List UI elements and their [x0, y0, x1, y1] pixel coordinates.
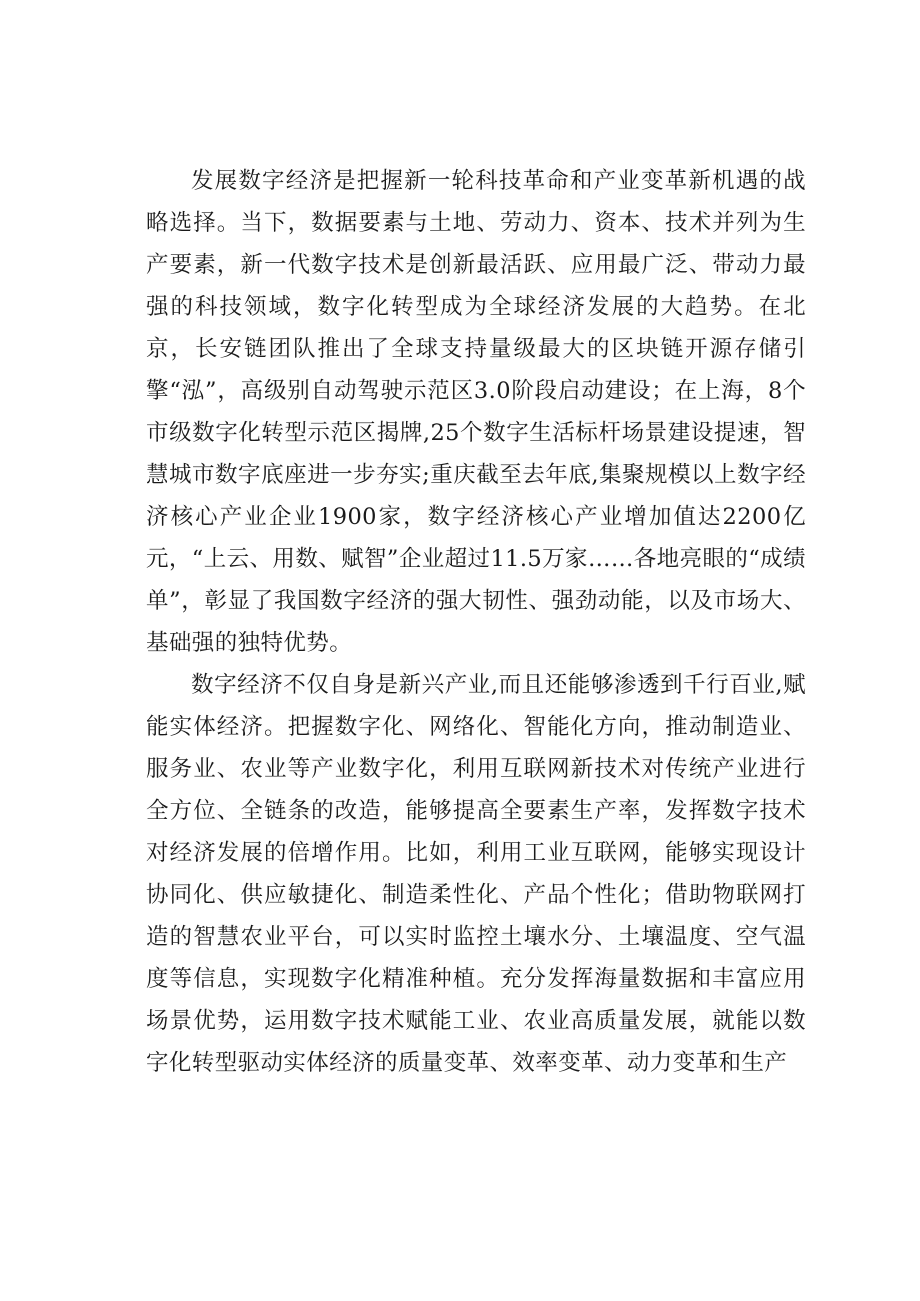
paragraph-2: 数字经济不仅自身是新兴产业,而且还能够渗透到千行百业,赋能实体经济。把握数字化、网络化、智能化方向，推动制造业、服务业、农业等产业数字化，利用互联网新技术对传统产业进行全方位、全链条的改造，能够提高全要素生产率，发挥数字技术对经济发展的倍增作用。比如，利用工业互联网，能够实现设计协同化、供应敏捷化、制造柔性化、产品个性化；借助物联网打造的智慧农业平台，可以实时监控土壤水分、土壤温度、空气温度等信息，实现数字化精准种植。充分发挥海量数据和丰富应用场景优势，运用数字技术赋能工业、农业高质量发展，就能以数字化转型驱动实体经济的质量变革、效率变革、动力变革和生产 [146, 672, 806, 1076]
paragraph-1: 发展数字经济是把握新一轮科技革命和产业变革新机遇的战略选择。当下，数据要素与土地、劳动力、资本、技术并列为生产要素，新一代数字技术是创新最活跃、应用最广泛、带动力最强的科技领域，数字化转型成为全球经济发展的大趋势。在北京，长安链团队推出了全球支持量级最大的区块链开源存储引擎“泓”，高级别自动驾驶示范区3.0阶段启动建设；在上海，8个市级数字化转型示范区揭牌,25个数字生活标杆场景建设提速，智慧城市数字底座进一步夯实;重庆截至去年底,集聚规模以上数字经济核心产业企业1900家，数字经济核心产业增加值达2200亿元，“上云、用数、赋智”企业超过11.5万家……各地亮眼的“成绩单”，彰显了我国数字经济的强大韧性、强劲动能，以及市场大、基础强的独特优势。 [146, 168, 806, 656]
document-body [146, 160, 806, 1084]
